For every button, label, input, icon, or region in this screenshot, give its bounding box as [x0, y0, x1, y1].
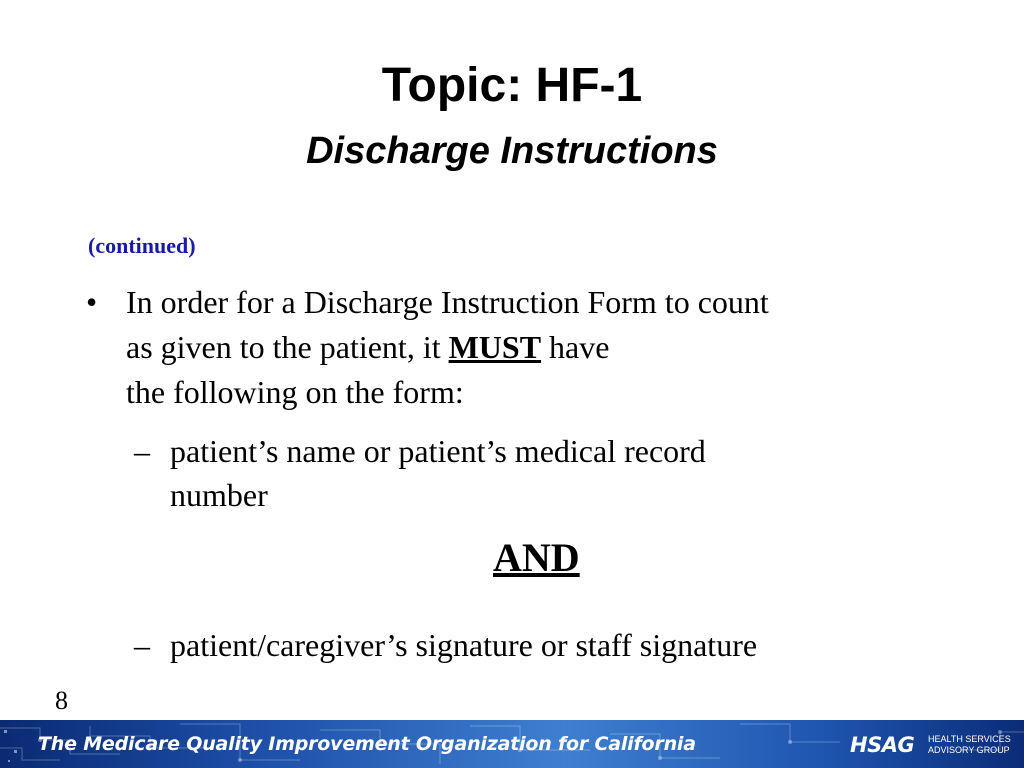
footer-banner — [0, 720, 1024, 768]
footer-tagline: The Medicare Quality Improvement Organization for California — [38, 733, 696, 755]
and-conjunction: AND — [493, 535, 580, 580]
bullet-line-2-end: have — [541, 329, 610, 365]
bullet-text — [126, 280, 946, 415]
sub-bullet-1 — [170, 429, 890, 517]
bullet-line-1: In order for a Discharge Instruction Form to count — [126, 284, 769, 320]
sub-bullet-marker-1: – — [134, 433, 150, 469]
sub-bullet-marker-2: – — [134, 627, 150, 663]
sub-bullet-1-line-2: number — [170, 477, 268, 513]
hsag-logo-subtext-line-2: ADVISORY GROUP — [928, 745, 1010, 755]
bullet-marker: • — [86, 284, 98, 320]
continued-label: (continued) — [88, 233, 196, 258]
sub-bullet-1-line-1: patient’s name or patient’s medical record — [170, 433, 706, 469]
hsag-logo-subtext-line-1: HEALTH SERVICES — [928, 734, 1011, 744]
hsag-logo-subtext — [928, 734, 1011, 756]
sub-bullet-2: patient/caregiver’s signature or staff signature — [170, 627, 758, 663]
page-number: 8 — [55, 686, 68, 715]
bullet-line-3: the following on the form: — [126, 374, 464, 410]
bullet-line-2-start: as given to the patient, it — [126, 329, 449, 365]
hsag-logo-text: HSAG — [850, 733, 915, 757]
slide-subtitle: Discharge Instructions — [306, 130, 718, 172]
slide-title: Topic: HF-1 — [381, 59, 643, 112]
must-emphasis: MUST — [448, 329, 542, 365]
